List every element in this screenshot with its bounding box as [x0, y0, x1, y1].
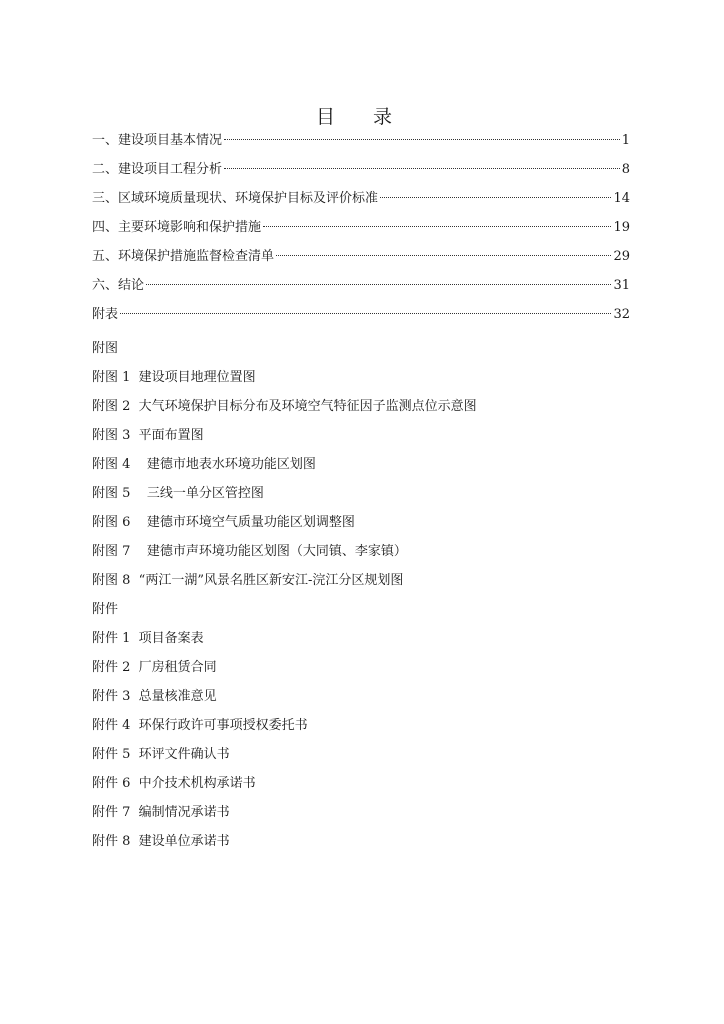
toc-entry-label: 三、区域环境质量现状、环境保护目标及评价标准 [92, 191, 379, 206]
attachments-section [92, 595, 652, 856]
toc-leader-dots [120, 313, 611, 314]
figure-item: 附图 4 建德市地表水环境功能区划图 [92, 457, 316, 472]
toc-leader-dots [380, 197, 611, 198]
attachment-item: 附件 1 项目备案表 [92, 631, 204, 646]
toc-leader-dots [276, 255, 611, 256]
figure-item: 附图 8 “两江一湖”风景名胜区新安江-浣江分区规划图 [92, 573, 404, 588]
toc-entry-label: 六、结论 [92, 278, 145, 293]
toc-leader-dots [224, 139, 620, 140]
toc-leader-dots [224, 168, 620, 169]
figure-item: 附图 7 建德市声环境功能区划图（大同镇、李家镇） [92, 544, 407, 559]
attachment-item: 附件 3 总量核准意见 [92, 689, 217, 704]
toc-entry-page: 32 [613, 307, 630, 322]
toc-entry-label: 五、环境保护措施监督检查清单 [92, 249, 275, 264]
toc-entry-page: 31 [613, 278, 630, 293]
figure-item: 附图 1 建设项目地理位置图 [92, 370, 256, 385]
toc-entry-page: 29 [613, 249, 630, 264]
attachment-item: 附件 7 编制情况承诺书 [92, 805, 230, 820]
figures-section [92, 334, 652, 595]
figure-item: 附图 3 平面布置图 [92, 428, 204, 443]
attachment-item: 附件 6 中介技术机构承诺书 [92, 776, 256, 791]
toc-entry[interactable] [92, 155, 630, 184]
toc-entry-label: 附表 [92, 307, 119, 322]
toc-entry-page: 14 [613, 191, 630, 206]
toc-entry[interactable] [92, 126, 630, 155]
table-of-contents [92, 126, 630, 329]
attachment-item: 附件 4 环保行政许可事项授权委托书 [92, 718, 308, 733]
page-title: 目 录 [315, 106, 409, 128]
attachment-item: 附件 2 厂房租赁合同 [92, 660, 217, 675]
toc-entry-page: 8 [621, 162, 630, 177]
toc-entry-label: 一、建设项目基本情况 [92, 133, 223, 148]
toc-entry-label: 四、主要环境影响和保护措施 [92, 220, 262, 235]
toc-entry-label: 二、建设项目工程分析 [92, 162, 223, 177]
toc-entry[interactable] [92, 184, 630, 213]
figure-item: 附图 6 建德市环境空气质量功能区划调整图 [92, 515, 355, 530]
figure-item: 附图 2 大气环境保护目标分布及环境空气特征因子监测点位示意图 [92, 399, 477, 414]
attachment-item: 附件 5 环评文件确认书 [92, 747, 230, 762]
toc-entry[interactable] [92, 271, 630, 300]
toc-entry[interactable] [92, 242, 630, 271]
figures-heading: 附图 [92, 341, 119, 356]
toc-entry-page: 1 [621, 133, 630, 148]
attachment-item: 附件 8 建设单位承诺书 [92, 834, 230, 849]
toc-entry[interactable] [92, 213, 630, 242]
toc-entry-page: 19 [613, 220, 630, 235]
toc-leader-dots [263, 226, 611, 227]
toc-leader-dots [146, 284, 611, 285]
toc-entry[interactable] [92, 300, 630, 329]
figure-item: 附图 5 三线一单分区管控图 [92, 486, 264, 501]
attachments-heading: 附件 [92, 602, 119, 617]
